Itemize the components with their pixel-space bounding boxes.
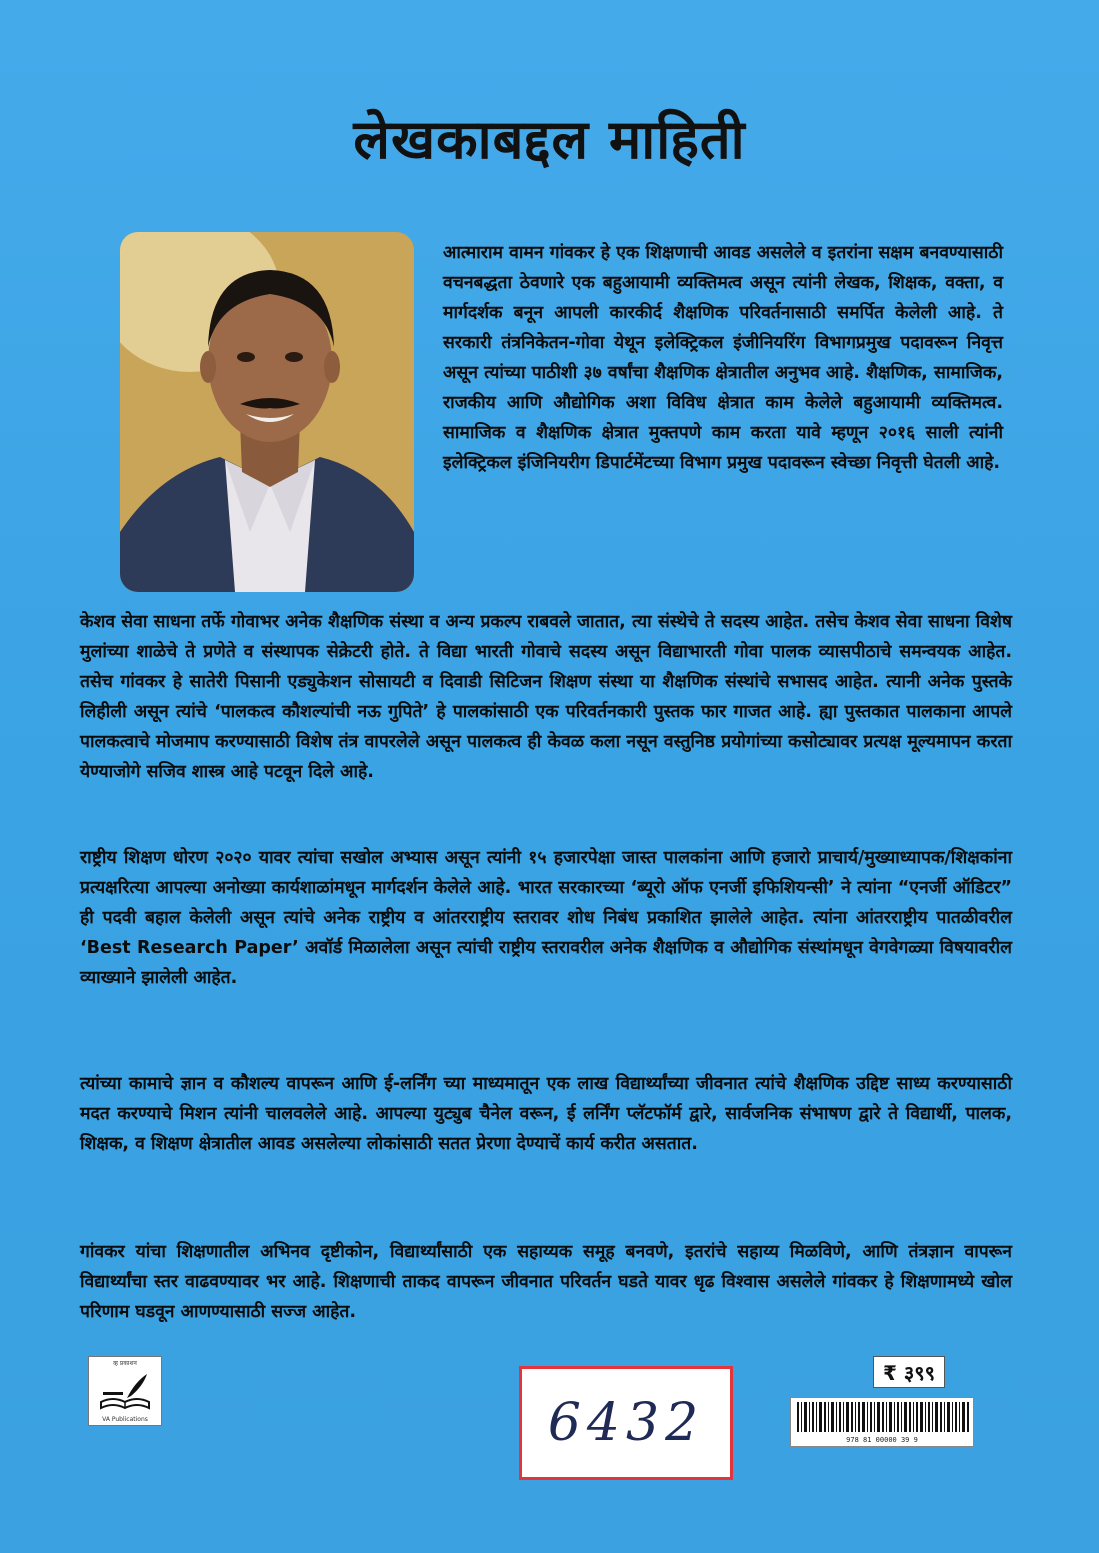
price-label: ₹ ३९९ <box>873 1356 945 1388</box>
publisher-logo-bottom-text: VA Publications <box>102 1416 148 1423</box>
paragraph-4: त्यांच्या कामाचे ज्ञान व कौशल्य वापरून आणि ई-लर्निंग च्या माध्यमातून एक लाख विद्यार्थ्यांच्या जीवनात त्यांचे शैक्षणिक उद्दिष्ट साध्य करण्यासाठी मदत करण्याचे मिशन त्यांनी चालवलेले आहे. आपल्या युट्युब चैनेल वरून, ई लर्निंग प्लॅटफॉर्म द्वारे, सार्वजनिक संभाषण द्वारे ते विद्यार्थी, पालक, शिक्षक, व शिक्षण क्षेत्रातील आवड असलेल्या लोकांसाठी सतत प्रेरणा देण्याचें कार्य करीत असतात. <box>80 1074 1012 1154</box>
barcode-icon <box>797 1402 969 1432</box>
library-stamp <box>519 1366 733 1480</box>
book-quill-icon <box>97 1372 153 1412</box>
isbn-number: 978 81 00000 39 9 <box>846 1436 918 1444</box>
intro-paragraph: आत्माराम वामन गांवकर हे एक शिक्षणाची आवड असलेले व इतरांना सक्षम बनवण्यासाठी वचनबद्धता ठेवणारे एक बहुआयामी व्यक्तिमत्व असून त्यांनी लेखक, शिक्षक, वक्ता, व मार्गदर्शक बनून आपली कारकीर्द शैक्षणिक परिवर्तनासाठी समर्पित केलेली आहे. ते सरकारी तंत्रनिकेतन-गोवा येथून इलेक्ट्रिकल इंजीनियरिंग विभागप्रमुख पदावरून निवृत्त असून त्यांच्या पाठीशी ३७ वर्षांचा शैक्षणिक क्षेत्रातील अनुभव आहे. शैक्षणिक, सामाजिक, राजकीय आणि औद्योगिक अशा विविध क्षेत्रात काम केलेले बहुआयामी व्यक्तिमत्व. सामाजिक व शैक्षणिक क्षेत्रात मुक्तपणे काम करता यावे म्हणून २०१६ साली त्यांनी इलेक्ट्रिकल इंजिनियरीग डिपार्टमेंटच्या विभाग प्रमुख पदावरून स्वेच्छा निवृत्ती घेतली आहे. <box>443 243 1003 473</box>
barcode <box>790 1397 974 1447</box>
paragraph-3: राष्ट्रीय शिक्षण धोरण २०२० यावर त्यांचा सखोल अभ्यास असून त्यांनी १५ हजारपेक्षा जास्त पालकांना आणि हजारो प्राचार्य/मुख्याध्यापक/शिक्षकांना प्रत्यक्षरित्या आपल्या अनोख्या कार्यशाळांमधून मार्गदर्शन केलेले आहे. भारत सरकारच्या ‘ब्यूरो ऑफ एनर्जी इफिशियन्सी’ ने त्यांना “एनर्जी ऑडिटर” ही पदवी बहाल केलेली असून त्यांचे अनेक राष्ट्रीय व आंतरराष्ट्रीय स्तरावर शोध निबंध प्रकाशित झालेले आहेत. त्यांना आंतरराष्ट्रीय पातळीवरील ‘Best Research Paper’ अवॉर्ड मिळालेला असून त्यांची राष्ट्रीय स्तरावरील अनेक शैक्षणिक व औद्योगिक संस्थांमधून वेगवेगळ्या विषयावरील व्याख्याने झालेली आहेत. <box>80 848 1012 988</box>
stamp-number: 6432 <box>547 1393 705 1453</box>
paragraph-2: केशव सेवा साधना तर्फे गोवाभर अनेक शैक्षणिक संस्था व अन्य प्रकल्प राबवले जातात, त्या संस्थेचे ते सदस्य आहेत. तसेच केशव सेवा साधना विशेष मुलांच्या शाळेचे ते प्रणेते व संस्थापक सेक्रेटरी होते. ते विद्या भारती गोवाचे सदस्य असून विद्याभारती गोवा पालक व्यासपीठाचे समन्वयक आहेत. तसेच गांवकर हे सातेरी पिसानी एड्युकेशन सोसायटी व दिवाडी सिटिजन शिक्षण संस्था या शैक्षणिक संस्थांचे सभासद आहेत. त्यानी अनेक पुस्तके लिहीली असून त्यांचे ‘पालकत्व कौशल्यांची नऊ गुपिते’ हे पालकांसाठी एक परिवर्तनकारी पुस्तक फार गाजत आहे. ह्या पुस्तकात पालकाना आपले पालकत्वाचे मोजमाप करण्यासाठी विशेष तंत्र वापरलेले असून पालकत्व ही केवळ कला नसून वस्तुनिष्ठ प्रयोगांच्या कसोट्यावर प्रत्यक्ष मूल्यमापन करता येण्याजोगे सजिव शास्त्र आहे पटवून दिले आहे. <box>80 612 1012 782</box>
publisher-logo-top-text: व्ह प्रकाशन <box>113 1360 137 1367</box>
paragraph-5: गांवकर यांचा शिक्षणातील अभिनव दृष्टीकोन, विद्यार्थ्यांसाठी एक सहाय्यक समूह बनवणे, इतरांचे सहाय्य मिळविणे, आणि तंत्रज्ञान वापरून विद्यार्थ्यांचा स्तर वाढवण्यावर भर आहे. शिक्षणाची ताकद वापरून जीवनात परिवर्तन घडते यावर धृढ विश्वास असलेले गांवकर हे शिक्षणामध्ये खोल परिणाम घडवून आणण्यासाठी सज्ज आहेत. <box>80 1242 1012 1322</box>
publisher-logo <box>88 1356 162 1426</box>
author-photo <box>120 232 414 592</box>
page-title: लेखकाबद्दल माहिती <box>353 108 746 171</box>
